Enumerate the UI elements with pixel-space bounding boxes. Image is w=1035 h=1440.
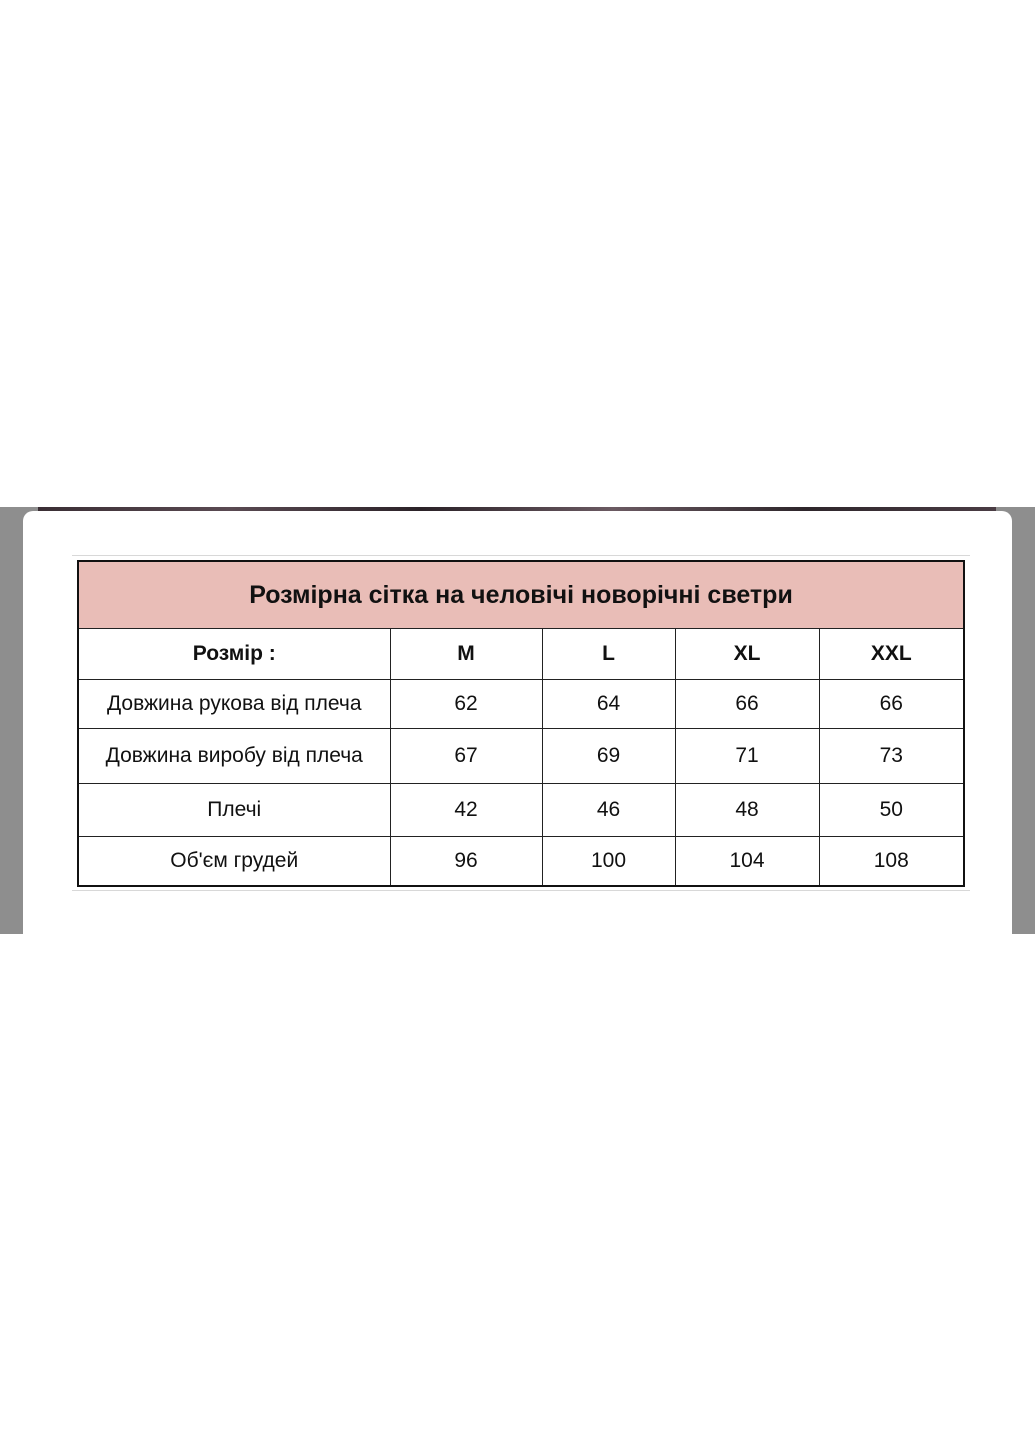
size-chart-table <box>77 560 965 887</box>
header-size-m: M <box>390 629 542 680</box>
cell-value: 71 <box>675 729 819 784</box>
cell-value: 69 <box>542 729 675 784</box>
cell-value: 66 <box>819 680 964 729</box>
cell-value: 46 <box>542 784 675 837</box>
cell-value: 104 <box>675 837 819 887</box>
table-row <box>78 784 964 837</box>
grid-line <box>72 555 970 556</box>
header-size-xxl: XXL <box>819 629 964 680</box>
cell-value: 73 <box>819 729 964 784</box>
table-row <box>78 680 964 729</box>
cell-value: 100 <box>542 837 675 887</box>
cell-value: 62 <box>390 680 542 729</box>
row-label: Об'єм грудей <box>78 837 390 887</box>
header-size-label: Розмір : <box>78 629 390 680</box>
cell-value: 50 <box>819 784 964 837</box>
cell-value: 64 <box>542 680 675 729</box>
row-label: Довжина рукова від плеча <box>78 680 390 729</box>
cell-value: 42 <box>390 784 542 837</box>
row-label: Плечі <box>78 784 390 837</box>
row-label: Довжина виробу від плеча <box>78 729 390 784</box>
header-size-l: L <box>542 629 675 680</box>
table-row <box>78 837 964 887</box>
cell-value: 108 <box>819 837 964 887</box>
table-row <box>78 729 964 784</box>
cell-value: 67 <box>390 729 542 784</box>
cell-value: 48 <box>675 784 819 837</box>
table-title: Розмірна сітка на человічі новорічні светри <box>78 561 964 629</box>
cell-value: 96 <box>390 837 542 887</box>
table-header-row <box>78 629 964 680</box>
grid-line <box>72 890 970 891</box>
header-size-xl: XL <box>675 629 819 680</box>
cell-value: 66 <box>675 680 819 729</box>
